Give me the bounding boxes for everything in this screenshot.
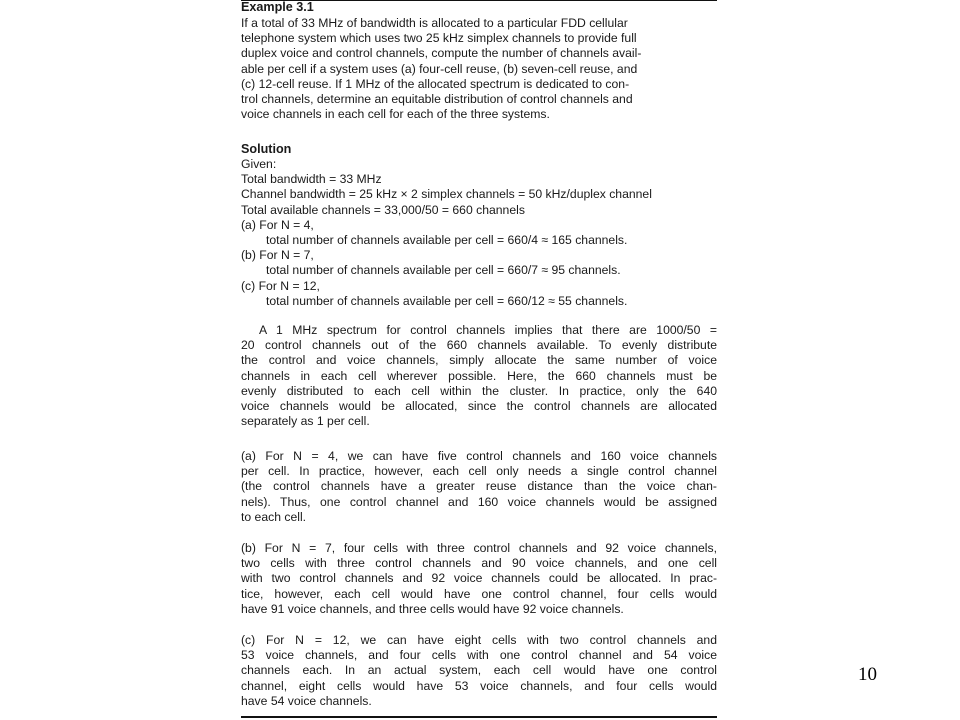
example-line: duplex voice and control channels, compute the number of channels avail- [241, 46, 642, 61]
paragraph-line: evenly distributed to each cell within the cluster. In practice, only the 640 [241, 383, 717, 398]
given-line: Channel bandwidth = 25 kHz × 2 simplex channels = 50 kHz/duplex channel [241, 187, 652, 202]
example-line: able per cell if a system uses (a) four-cell reuse, (b) seven-cell reuse, and [241, 61, 638, 76]
paragraph-line: (b) For N = 7, four cells with three control channels and 92 voice channels, [241, 541, 717, 555]
given-line: total number of channels available per cell = 660/7 ≈ 95 channels. [266, 263, 621, 278]
paragraph-case-a [241, 449, 717, 525]
slide-number: 10 [858, 664, 877, 685]
paragraph-line: nels). Thus, one control channel and 160 voice channels would be assigned [241, 494, 717, 509]
paragraph-line: 53 voice channels, and four cells with one control channel and 54 voice [241, 648, 717, 663]
paragraph-line: A 1 MHz spectrum for control channels implies that there are 1000/50 = [259, 323, 717, 337]
solution-given [241, 157, 717, 309]
example-heading: Example 3.1 [241, 0, 314, 14]
paragraph-line: with two control channels and 92 voice channels could be allocated. In prac- [241, 571, 717, 586]
given-line: total number of channels available per cell = 660/12 ≈ 55 channels. [266, 293, 628, 308]
paragraph-line: (c) For N = 12, we can have eight cells with two control channels and [241, 633, 717, 647]
example-problem [241, 16, 717, 122]
paragraph-line: channel, eight cells would have 53 voice channels, and four cells would [241, 678, 717, 693]
paragraph-line: per cell. In practice, however, each cell only needs a single control channel [241, 464, 717, 479]
given-line: (b) For N = 7, [241, 248, 314, 263]
paragraph-line: to each cell. [241, 509, 307, 524]
paragraph-line: tice, however, each cell would have one control channel, four cells would [241, 586, 717, 601]
given-line: Total available channels = 33,000/50 = 660 channels [241, 202, 525, 217]
paragraph-line: separately as 1 per cell. [241, 414, 370, 429]
given-line: (c) For N = 12, [241, 278, 320, 293]
paragraph-line: have 91 voice channels, and three cells would have 92 voice channels. [241, 601, 624, 616]
paragraph-line: (the control channels have a greater reuse distance than the voice chan- [241, 479, 717, 494]
example-line: If a total of 33 MHz of bandwidth is allocated to a particular FDD cellular [241, 16, 628, 30]
given-line: Total bandwidth = 33 MHz [241, 172, 382, 187]
example-line: trol channels, determine an equitable distribution of control channels and [241, 92, 633, 107]
paragraph-line: voice channels would be allocated, since the control channels are allocated [241, 399, 717, 414]
paragraph-line: channels each. In an actual system, each cell would have one control [241, 663, 717, 678]
example-line: telephone system which uses two 25 kHz simplex channels to provide full [241, 31, 637, 46]
paragraph-line: channels in each cell wherever possible. Here, the 660 channels must be [241, 368, 717, 383]
paragraph-line: two cells with three control channels and 90 voice channels, and one cell [241, 556, 717, 571]
given-line: Given: [241, 157, 277, 171]
paragraph-case-c [241, 633, 717, 709]
given-line: total number of channels available per cell = 660/4 ≈ 165 channels. [266, 233, 628, 248]
paragraph-control-channels [241, 323, 717, 429]
paragraph-line: the control and voice channels, simply allocate the same number of voice [241, 353, 717, 368]
paragraph-case-b [241, 541, 717, 617]
paragraph-line: have 54 voice channels. [241, 693, 372, 708]
textbook-page [241, 0, 717, 720]
paragraph-line: (a) For N = 4, we can have five control channels and 160 voice channels [241, 449, 717, 463]
bottom-rule [241, 716, 717, 718]
given-line: (a) For N = 4, [241, 217, 314, 232]
solution-heading: Solution [241, 142, 292, 156]
example-line: voice channels in each cell for each of the three systems. [241, 107, 550, 122]
example-line: (c) 12-cell reuse. If 1 MHz of the allocated spectrum is dedicated to con- [241, 76, 630, 91]
paragraph-line: 20 control channels out of the 660 channels available. To evenly distribute [241, 338, 717, 353]
